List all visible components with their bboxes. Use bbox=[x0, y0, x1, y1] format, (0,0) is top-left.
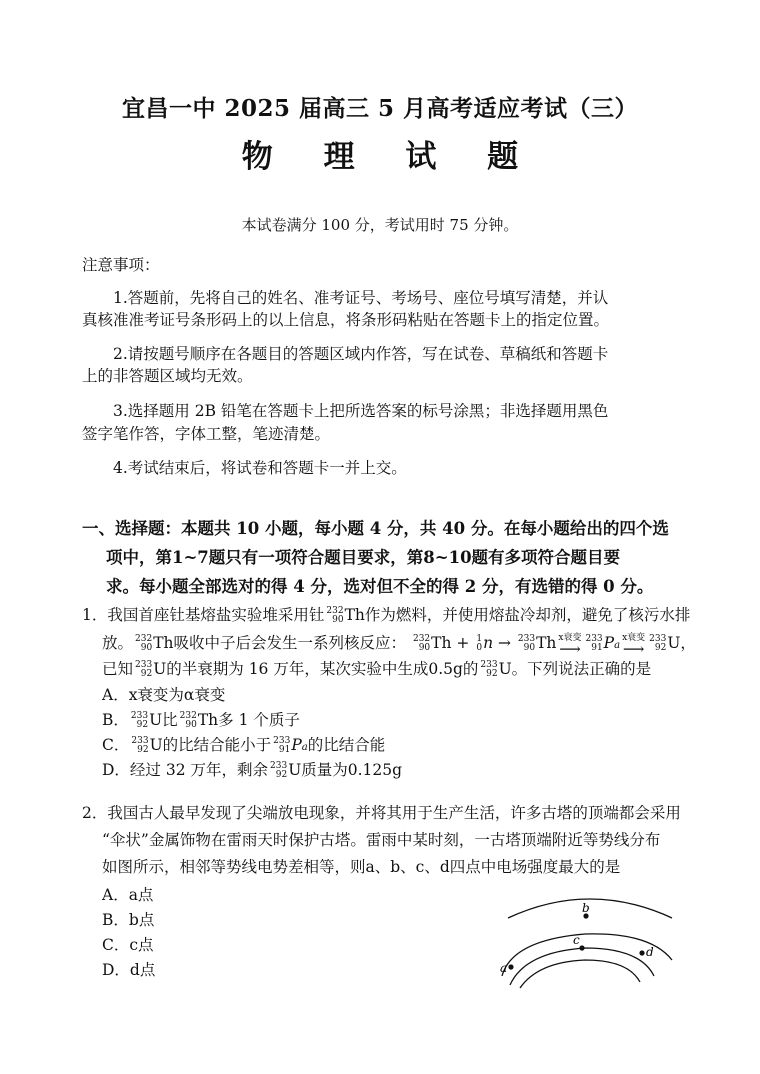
q1-line-1: 1．我国首座钍基熔盐实验堆采用钍 232 90 Th作为燃料，并使用熔盐冷却剂，避免了核污水排 bbox=[82, 606, 691, 625]
point-d-dot bbox=[639, 950, 644, 955]
q2-option-b: B．b点 bbox=[102, 911, 155, 929]
notice-item-4: 4.考试结束后，将试卷和答题卡一并上交。 bbox=[113, 459, 407, 477]
section-heading-line-2: 项中，第1~7题只有一项符合题目要求，第8~10题有多项符合题目要 bbox=[106, 548, 621, 567]
q1-line-2: 放。 232 90 Th吸收中子后会发生一系列核反应： 232 90 Th + 1 0 n → 233 90 Th x衰变 ⟶ 233 91 Pa x衰变 ⟶ 233 92 U， bbox=[102, 633, 696, 658]
q2-option-c: C．c点 bbox=[102, 936, 154, 954]
point-c-label: c bbox=[573, 933, 580, 947]
q2-option-d: D．d点 bbox=[102, 961, 156, 979]
q2-line-1: 2．我国古人最早发现了尖端放电现象，并将其用于生产生活，许多古塔的顶端都会采用 bbox=[82, 804, 681, 822]
q2-option-a: A．a点 bbox=[102, 886, 154, 904]
notice-item-2-line-2: 上的非答题区域均无效。 bbox=[82, 367, 253, 385]
subject-title: 物 理 试 题 bbox=[241, 139, 539, 175]
point-d-label: d bbox=[646, 945, 654, 959]
equipotential-line-4 bbox=[520, 960, 640, 988]
equipotential-line-1 bbox=[508, 899, 672, 918]
equipotential-figure bbox=[490, 890, 690, 990]
point-a-dot bbox=[508, 964, 513, 969]
point-a-label: a bbox=[500, 961, 508, 975]
equipotential-line-3 bbox=[510, 948, 654, 985]
section-heading-line-1: 一、选择题：本题共 10 小题，每小题 4 分，共 40 分。在每小题给出的四个选 bbox=[82, 519, 669, 538]
point-b-label: b bbox=[582, 901, 590, 915]
point-c-dot bbox=[579, 945, 584, 950]
q1-option-d: D．经过 32 万年，剩余 233 92 U质量为0.125g bbox=[102, 761, 403, 780]
q1-option-c: C． 233 92 U的比结合能小于 233 91 Pa的比结合能 bbox=[102, 736, 386, 755]
notice-item-3-line-1: 3.选择题用 2B 铅笔在答题卡上把所选答案的标号涂黑；非选择题用黑色 bbox=[113, 402, 609, 420]
notice-heading: 注意事项： bbox=[82, 256, 160, 274]
exam-title: 宜昌一中 2025 届高三 5 月高考适应考试（三） bbox=[121, 95, 639, 122]
notice-item-3-line-2: 签字笔作答，字体工整，笔迹清楚。 bbox=[82, 425, 331, 443]
exam-info: 本试卷满分 100 分，考试用时 75 分钟。 bbox=[241, 216, 519, 234]
q1-option-a: A．x衰变为α衰变 bbox=[102, 686, 226, 704]
decay-arrow-2: x衰变 ⟶ bbox=[622, 633, 646, 658]
section-heading-line-3: 求。每小题全部选对的得 4 分，选对但不全的得 2 分，有选错的得 0 分。 bbox=[106, 577, 654, 596]
decay-arrow-1: x衰变 ⟶ bbox=[558, 633, 582, 658]
notice-item-2-line-1: 2.请按题号顺序在各题目的答题区域内作答，写在试卷、草稿纸和答题卡 bbox=[113, 345, 609, 363]
notice-item-1-line-1: 1.答题前，先将自己的姓名、准考证号、考场号、座位号填写清楚，并认 bbox=[113, 289, 609, 307]
q1-option-b: B． 233 92 U比 232 90 Th多 1 个质子 bbox=[102, 711, 300, 730]
q1-line-3: 已知 233 92 U的半衰期为 16 万年，某次实验中生成0.5g的 233 92 U。下列说法正确的是 bbox=[102, 660, 652, 679]
notice-item-1-line-2: 真核准准考证号条形码上的以上信息，将条形码粘贴在答题卡上的指定位置。 bbox=[82, 311, 610, 329]
q2-line-3: 如图所示，相邻等势线电势差相等，则a、b、c、d四点中电场强度最大的是 bbox=[102, 858, 621, 876]
q2-line-2: “伞状”金属饰物在雷雨天时保护古塔。雷雨中某时刻，一古塔顶端附近等势线分布 bbox=[102, 831, 661, 849]
